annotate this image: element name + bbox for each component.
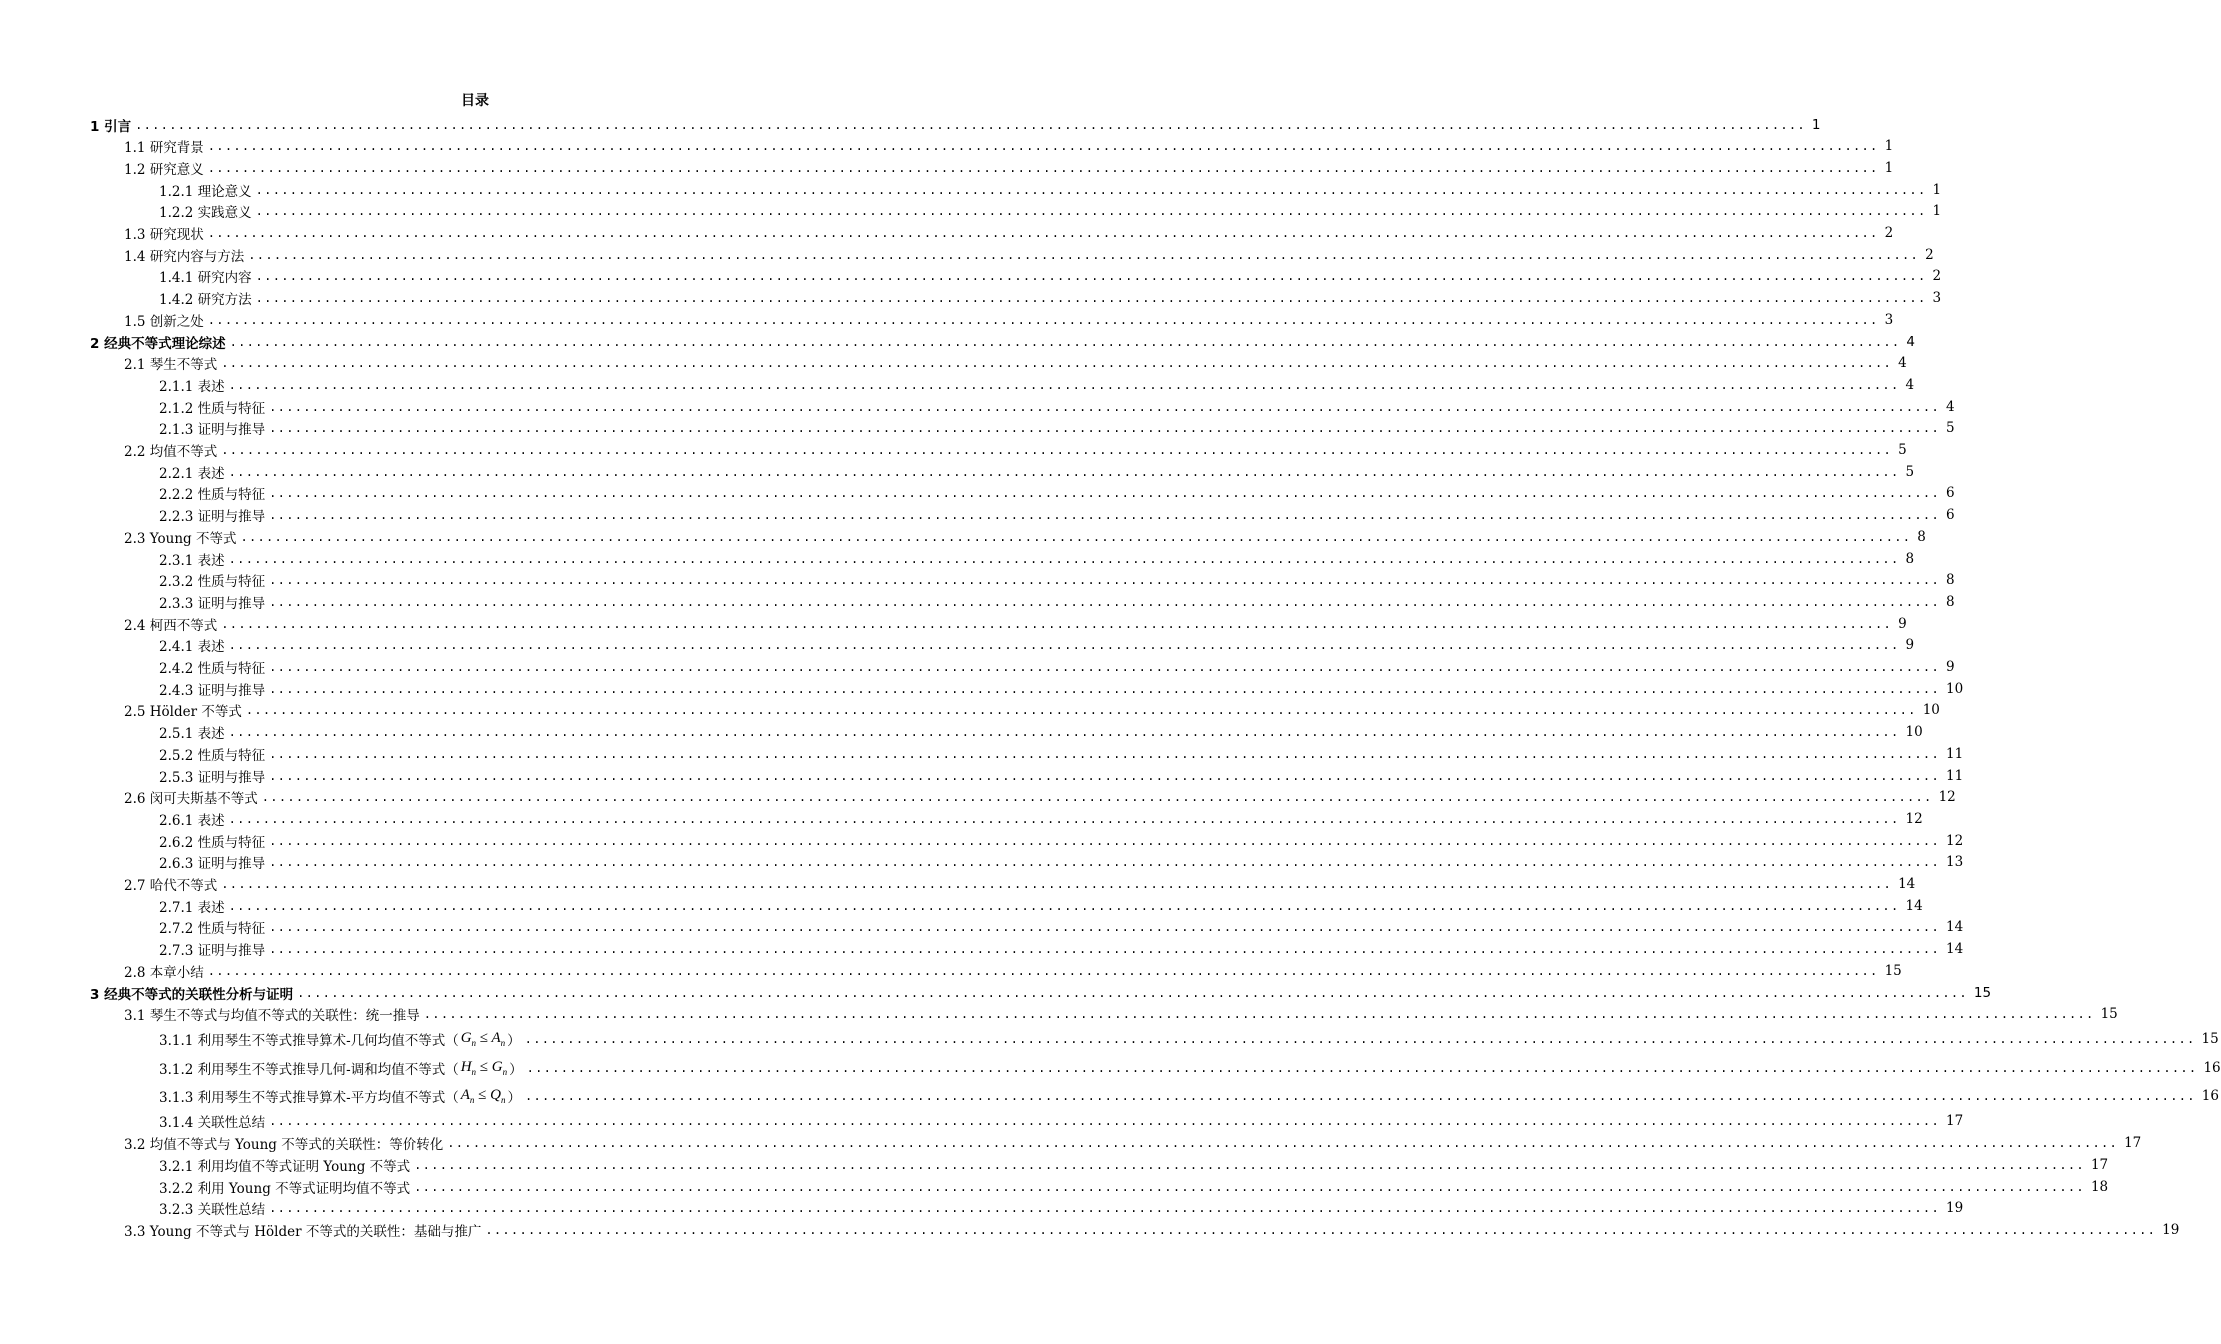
toc-leader-dots: ....................................................................................................................................................................................................: [269, 594, 1940, 609]
toc-leader-dots: ....................................................................................................................................................................................................: [269, 681, 1940, 696]
toc-entry-title: 1.2.1 理论意义: [159, 183, 252, 200]
toc-entry-title: 2.6.1 表述: [159, 812, 225, 829]
toc-entry-title: 1.2.2 实践意义: [159, 205, 252, 222]
toc-entry-title: 2.2.1 表述: [159, 465, 225, 482]
toc-entry-page-number: 14: [1898, 876, 1916, 892]
toc-leader-dots: ....................................................................................................................................................................................................: [240, 529, 1912, 544]
toc-entry[interactable]: [0, 548, 1915, 569]
toc-entry-page-number: 14: [1945, 919, 1964, 936]
toc-entry-title: 2.7.2 性质与特征: [159, 921, 266, 938]
toc-leader-dots: ....................................................................................................................................................................................................: [221, 877, 1893, 891]
toc-entry-title: 1.4 研究内容与方法: [124, 248, 245, 265]
toc-entry[interactable]: [0, 830, 1964, 851]
toc-entry-page-number: 12: [1905, 810, 1923, 827]
toc-entry-title: 1.5 创新之处: [124, 313, 204, 330]
toc-entry-page-number: 6: [1945, 507, 1955, 524]
toc-entry[interactable]: [0, 483, 1955, 504]
toc-entry-title: 1.3 研究现状: [124, 227, 204, 243]
toc-leader-dots: ....................................................................................................................................................................................................: [255, 182, 1927, 197]
toc-entry-title: 3.2.2 利用 Young 不等式证明均值不等式: [159, 1180, 411, 1197]
toc-entry-title-suffix: ）: [507, 1090, 521, 1107]
toc-leader-dots: ....................................................................................................................................................................................................: [228, 464, 1900, 479]
toc-entry-page-number: 15: [2201, 1031, 2219, 1048]
toc-entry-page-number: 17: [2124, 1135, 2142, 1152]
toc-entry-page-number: 14: [1945, 941, 1964, 958]
toc-entry[interactable]: [0, 613, 1907, 634]
toc-entry-title: 1.4.1 研究内容: [159, 270, 252, 287]
toc-entry-page-number: 9: [1945, 659, 1955, 675]
toc-leader-dots: ....................................................................................................................................................................................................: [269, 573, 1940, 588]
toc-entry-title: 2.3 Young 不等式: [124, 530, 237, 547]
toc-entry[interactable]: [0, 223, 1894, 244]
toc-entry[interactable]: [0, 570, 1955, 591]
toc-leader-dots: ....................................................................................................................................................................................................: [228, 638, 1900, 653]
toc-entry-page-number: 4: [1906, 333, 1916, 350]
toc-leader-dots: ....................................................................................................................................................................................................: [228, 811, 1900, 826]
toc-entry[interactable]: [0, 1176, 2109, 1197]
toc-entry-title: 2.1.2 性质与特征: [159, 400, 266, 417]
toc-entry-page-number: 2: [1932, 268, 1942, 285]
toc-entry-title: 2.1.3 证明与推导: [159, 422, 266, 439]
toc-entry[interactable]: [0, 787, 1956, 808]
toc-entry-page-number: 9: [1905, 637, 1915, 654]
toc-entry-page-number: 4: [1945, 398, 1955, 415]
toc-leader-dots: ....................................................................................................................................................................................................: [255, 204, 1927, 219]
toc-entry[interactable]: [0, 374, 1915, 395]
toc-leader-dots: ....................................................................................................................................................................................................: [269, 486, 1940, 501]
toc-entry-title: 2.4 柯西不等式: [124, 617, 218, 634]
toc-entry[interactable]: [0, 678, 1964, 699]
toc-entry-page-number: 14: [1905, 897, 1923, 914]
toc-leader-dots: ....................................................................................................................................................................................................: [207, 963, 1879, 978]
toc-entry-page-number: 11: [1945, 767, 1964, 784]
toc-leader-dots: ....................................................................................................................................................................................................: [269, 855, 1940, 870]
toc-entry-title: 2.3.3 证明与推导: [159, 595, 266, 612]
toc-entry-page-number: 9: [1898, 615, 1907, 632]
toc-entry-page-number: 18: [2090, 1178, 2109, 1195]
toc-leader-dots: ....................................................................................................................................................................................................: [297, 985, 1968, 1000]
toc-leader-dots: ....................................................................................................................................................................................................: [207, 226, 1879, 240]
toc-leader-dots: ....................................................................................................................................................................................................: [524, 1089, 2196, 1104]
toc-entry-page-number: 12: [1945, 832, 1964, 849]
toc-entry-title: 2.2.2 性质与特征: [159, 487, 266, 504]
toc-entry-page-number: 8: [1945, 593, 1955, 610]
toc-leader-dots: ....................................................................................................................................................................................................: [221, 356, 1893, 371]
toc-entry-page-number: 11: [1945, 745, 1964, 762]
toc-entry[interactable]: [0, 722, 1923, 743]
toc-leader-dots: ....................................................................................................................................................................................................: [248, 247, 1920, 262]
toc-leader-dots: ....................................................................................................................................................................................................: [207, 312, 1879, 327]
toc-entry-formula: $G_n \le A_n$: [460, 1030, 506, 1049]
toc-entry-title-suffix: ）: [507, 1033, 521, 1050]
toc-entry[interactable]: [0, 418, 1955, 439]
toc-entry-page-number: 15: [1973, 984, 1992, 1001]
toc-entry-title: 2.4.1 表述: [159, 639, 225, 656]
toc-entry-page-number: 2: [1925, 246, 1934, 263]
toc-entry-title: 2.2.3 证明与推导: [159, 509, 266, 526]
toc-entry[interactable]: [0, 1082, 2219, 1110]
toc-entry[interactable]: [0, 982, 1992, 1003]
toc-leader-dots: ....................................................................................................................................................................................................: [269, 746, 1940, 761]
toc-entry-title-suffix: ）: [509, 1061, 523, 1078]
toc-entry-page-number: 15: [1884, 962, 1902, 979]
toc-entry-page-number: 19: [2162, 1221, 2180, 1238]
toc-entry-title: 2.6.2 性质与特征: [159, 834, 266, 851]
toc-leader-dots: ....................................................................................................................................................................................................: [245, 703, 1917, 718]
toc-entry-page-number: 8: [1905, 550, 1915, 567]
toc-entry[interactable]: [0, 1025, 2219, 1053]
toc-entry[interactable]: [0, 657, 1955, 678]
toc-entry-page-number: 16: [2203, 1059, 2221, 1076]
toc-entry-formula: $A_n \le Q_n$: [460, 1087, 506, 1106]
toc-leader-dots: ....................................................................................................................................................................................................: [526, 1060, 2198, 1075]
toc-entry[interactable]: [0, 157, 1894, 178]
toc-entry[interactable]: [0, 114, 1821, 135]
toc-leader-dots: ....................................................................................................................................................................................................: [269, 1201, 1940, 1216]
toc-entry-title: 2.5 Hölder 不等式: [124, 704, 242, 721]
toc-entry-title: 3.1.2 利用琴生不等式推导几何-调和均值不等式（: [159, 1061, 459, 1078]
toc-leader-dots: ....................................................................................................................................................................................................: [207, 160, 1879, 175]
toc-entry[interactable]: [0, 743, 1964, 764]
toc-entry[interactable]: [0, 1054, 2221, 1082]
toc-entry[interactable]: [0, 917, 1964, 938]
toc-entry[interactable]: [0, 895, 1923, 916]
toc-entry[interactable]: [0, 874, 1916, 895]
toc-entry-page-number: 17: [1945, 1113, 1964, 1130]
toc-entry[interactable]: [0, 939, 1964, 960]
toc-entry-page-number: 2: [1884, 225, 1894, 241]
toc-entry-page-number: 15: [2100, 1006, 2118, 1023]
toc-entry-page-number: 1: [1811, 116, 1821, 133]
toc-leader-dots: ....................................................................................................................................................................................................: [269, 942, 1940, 957]
toc-entry-page-number: 5: [1898, 442, 1907, 458]
toc-leader-dots: ....................................................................................................................................................................................................: [269, 1114, 1940, 1129]
toc-entry[interactable]: [0, 179, 1942, 200]
toc-entry[interactable]: [0, 266, 1942, 287]
toc-entry-title: 2.5.1 表述: [159, 726, 225, 743]
toc-entry-page-number: 12: [1938, 789, 1956, 806]
toc-entry-title: 2.2 均值不等式: [124, 444, 218, 460]
toc-leader-dots: ....................................................................................................................................................................................................: [269, 508, 1940, 523]
toc-entry[interactable]: [0, 1111, 1964, 1132]
toc-entry-page-number: 19: [1945, 1200, 1964, 1217]
toc-entry-title: 2.6.3 证明与推导: [159, 856, 266, 873]
toc-entry-page-number: 13: [1945, 854, 1964, 871]
toc-entry-page-number: 10: [1945, 680, 1964, 697]
toc-entry-formula: $H_n \le G_n$: [460, 1058, 508, 1077]
toc-entry[interactable]: [0, 852, 1964, 873]
toc-entry-title: 3.1.3 利用琴生不等式推导算术-平方均值不等式（: [159, 1090, 459, 1107]
toc-leader-dots: ....................................................................................................................................................................................................: [414, 1157, 2085, 1172]
toc-entry-page-number: 1: [1932, 181, 1942, 198]
toc-entry-title: 2.8 本章小结: [124, 964, 204, 981]
toc-entry[interactable]: [0, 288, 1942, 309]
toc-entry-page-number: 1: [1932, 203, 1942, 220]
toc-entry-title: 2.7 哈代不等式: [124, 878, 218, 894]
toc-leader-dots: ....................................................................................................................................................................................................: [228, 898, 1900, 913]
toc-entry[interactable]: [0, 440, 1907, 461]
toc-leader-dots: ....................................................................................................................................................................................................: [423, 1007, 2095, 1022]
toc-entry[interactable]: [0, 700, 1940, 721]
toc-entry[interactable]: [0, 201, 1942, 222]
toc-leader-dots: ....................................................................................................................................................................................................: [447, 1136, 2119, 1151]
toc-leader-dots: ....................................................................................................................................................................................................: [229, 334, 1901, 349]
toc-entry[interactable]: [0, 396, 1955, 417]
toc-entry[interactable]: [0, 808, 1923, 829]
toc-entry[interactable]: [0, 309, 1894, 330]
toc-entry-page-number: 3: [1884, 311, 1894, 328]
toc-leader-dots: ....................................................................................................................................................................................................: [269, 421, 1940, 436]
toc-entry-title: 2 经典不等式理论综述: [90, 335, 226, 352]
toc-entry-page-number: 5: [1945, 420, 1955, 437]
toc-entry[interactable]: [0, 461, 1915, 482]
toc-entry-title: 1.4.2 研究方法: [159, 292, 252, 309]
toc-entry[interactable]: [0, 353, 1907, 374]
toc-leader-dots: ....................................................................................................................................................................................................: [414, 1179, 2085, 1194]
toc-entry-title: 2.3.2 性质与特征: [159, 574, 266, 591]
toc-leader-dots: ....................................................................................................................................................................................................: [228, 377, 1900, 392]
toc-entry-title: 2.7.1 表述: [159, 899, 225, 916]
toc-entry-page-number: 6: [1945, 485, 1955, 502]
toc-entry[interactable]: [0, 331, 1916, 352]
toc-entry-page-number: 4: [1905, 376, 1915, 393]
toc-entry-page-number: 1: [1884, 138, 1894, 155]
toc-entry[interactable]: [0, 505, 1955, 526]
toc-entry[interactable]: [0, 1154, 2109, 1175]
toc-entry-page-number: 10: [1905, 724, 1923, 741]
toc-entry[interactable]: [0, 1219, 2180, 1240]
toc-entry-title: 3.2 均值不等式与 Young 不等式的关联性：等价转化: [124, 1137, 444, 1154]
toc-entry[interactable]: [0, 591, 1955, 612]
toc-entry-title: 3.1.4 关联性总结: [159, 1115, 266, 1132]
toc-entry-title: 3.3 Young 不等式与 Hölder 不等式的关联性：基础与推广: [124, 1223, 482, 1240]
page-title: 目录: [461, 93, 489, 109]
toc-entry-title: 2.5.2 性质与特征: [159, 747, 266, 764]
toc-entry-page-number: 1: [1884, 159, 1894, 176]
toc-entry-title: 2.4.3 证明与推导: [159, 682, 266, 699]
toc-leader-dots: ....................................................................................................................................................................................................: [228, 725, 1900, 740]
toc-entry-title: 2.1 琴生不等式: [124, 357, 218, 374]
toc-entry-title: 1.1 研究背景: [124, 140, 204, 157]
toc-leader-dots: ....................................................................................................................................................................................................: [228, 551, 1900, 566]
toc-entry-title: 3.1.1 利用琴生不等式推导算术-几何均值不等式（: [159, 1033, 459, 1050]
toc-leader-dots: ....................................................................................................................................................................................................: [269, 399, 1940, 414]
toc-entry[interactable]: [0, 244, 1934, 265]
toc-leader-dots: ....................................................................................................................................................................................................: [524, 1032, 2196, 1047]
toc-entry-page-number: 16: [2201, 1088, 2219, 1105]
toc-leader-dots: ....................................................................................................................................................................................................: [269, 920, 1940, 935]
toc-entry[interactable]: [0, 765, 1964, 786]
toc-entry-title: 3 经典不等式的关联性分析与证明: [90, 986, 294, 1003]
toc-entry[interactable]: [0, 1198, 1964, 1219]
toc-entry-title: 2.6 闵可夫斯基不等式: [124, 791, 258, 808]
toc-entry-title: 2.4.2 性质与特征: [159, 661, 266, 677]
toc-leader-dots: ....................................................................................................................................................................................................: [269, 768, 1940, 783]
toc-leader-dots: ....................................................................................................................................................................................................: [269, 833, 1940, 848]
toc-entry[interactable]: [0, 136, 1894, 157]
toc-entry-title: 3.2.3 关联性总结: [159, 1202, 266, 1219]
toc-entry-page-number: 17: [2090, 1156, 2109, 1173]
toc-entry-title: 2.3.1 表述: [159, 552, 225, 569]
toc-entry-page-number: 4: [1898, 355, 1907, 372]
toc-leader-dots: ....................................................................................................................................................................................................: [255, 291, 1927, 306]
toc-entry-title: 1.2 研究意义: [124, 161, 204, 178]
toc-leader-dots: ....................................................................................................................................................................................................: [221, 616, 1893, 631]
toc-entry-title: 1 引言: [90, 118, 132, 135]
toc-entry-page-number: 8: [1945, 572, 1955, 589]
toc-entry-title: 2.5.3 证明与推导: [159, 769, 266, 786]
toc-entry-title: 2.1.1 表述: [159, 378, 225, 395]
toc-entry-title: 2.7.3 证明与推导: [159, 943, 266, 960]
toc-entry[interactable]: [0, 960, 1902, 981]
toc-leader-dots: ....................................................................................................................................................................................................: [221, 443, 1893, 457]
toc-entry[interactable]: [0, 635, 1915, 656]
toc-leader-dots: ....................................................................................................................................................................................................: [269, 660, 1940, 674]
toc-entry-page-number: 10: [1922, 702, 1940, 719]
toc-entry-page-number: 5: [1905, 463, 1915, 480]
toc-entry-page-number: 8: [1917, 528, 1926, 545]
toc-leader-dots: ....................................................................................................................................................................................................: [255, 269, 1927, 284]
toc-entry-title: 3.2.1 利用均值不等式证明 Young 不等式: [159, 1158, 411, 1175]
toc-entry[interactable]: [0, 1004, 2118, 1025]
toc-leader-dots: ....................................................................................................................................................................................................: [207, 139, 1879, 154]
toc-leader-dots: ....................................................................................................................................................................................................: [135, 117, 1806, 132]
toc-entry[interactable]: [0, 1133, 2142, 1154]
toc-leader-dots: ....................................................................................................................................................................................................: [261, 790, 1933, 805]
toc-entry-title: 3.1 琴生不等式与均值不等式的关联性：统一推导: [124, 1008, 420, 1025]
toc-leader-dots: ....................................................................................................................................................................................................: [485, 1222, 2157, 1237]
toc-entry[interactable]: [0, 526, 1926, 547]
toc-entry-page-number: 3: [1932, 290, 1942, 307]
